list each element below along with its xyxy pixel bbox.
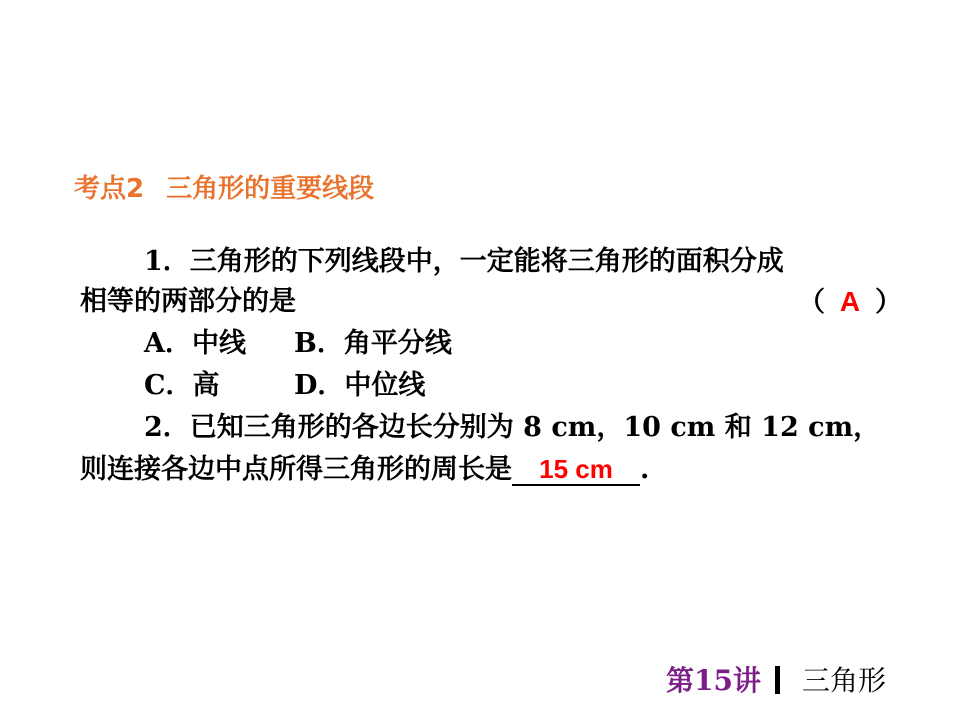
section-label: 考点2 bbox=[74, 174, 145, 204]
option-c: C．高 bbox=[144, 370, 220, 401]
question-1-line-2: 相等的两部分的是 bbox=[80, 286, 296, 317]
option-a: A．中线 bbox=[144, 328, 246, 359]
question-2-line-1: 2．已知三角形的各边长分别为 8 cm，10 cm 和 12 cm， bbox=[144, 412, 881, 443]
question-1-answer: A bbox=[839, 286, 861, 317]
lecture-number: 第15讲 bbox=[666, 664, 761, 697]
question-2-line-2 bbox=[80, 452, 649, 488]
option-b: B．角平分线 bbox=[294, 328, 452, 359]
chapter-title: 三角形 bbox=[801, 664, 886, 697]
paren-close: ） bbox=[875, 287, 902, 318]
question-1-line-1: 1．三角形的下列线段中，一定能将三角形的面积分成 bbox=[144, 246, 784, 277]
slide-footer bbox=[666, 664, 886, 698]
question-1-answer-bracket bbox=[798, 284, 902, 321]
question-2-prefix: 则连接各边中点所得三角形的周长是 bbox=[80, 454, 512, 485]
question-2-suffix: . bbox=[640, 454, 650, 485]
option-d: D．中位线 bbox=[294, 370, 426, 401]
footer-separator bbox=[775, 666, 780, 694]
paren-open: （ bbox=[798, 287, 825, 318]
answer-blank bbox=[512, 455, 640, 486]
question-2-answer: 15 cm bbox=[539, 454, 613, 484]
section-title: 三角形的重要线段 bbox=[166, 174, 375, 204]
section-heading bbox=[74, 168, 374, 205]
